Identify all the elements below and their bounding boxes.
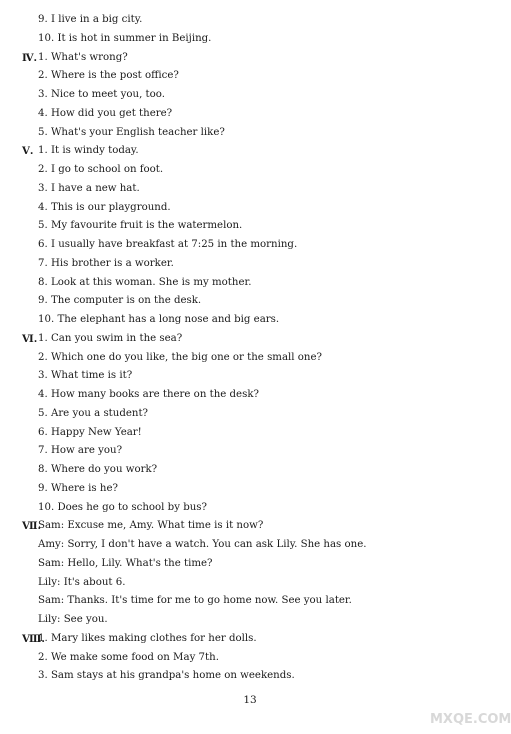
answer-line: Lily: See you. [38,614,108,625]
answer-line: 6. I usually have breakfast at 7:25 in the morning. [38,239,298,250]
answer-line: 9. I live in a big city. [38,14,143,25]
answer-line: 1. Can you swim in the sea? [38,332,183,344]
answer-line: 1. What's wrong? [38,51,128,63]
answer-line: 8. Look at this woman. She is my mother. [38,276,252,288]
answer-line: 3. What time is it? [38,370,133,382]
answer-line: 9. Where is he? [38,482,118,494]
answer-line: 4. How did you get there? [38,107,173,119]
watermark-logo: MXQE.COM [430,712,511,727]
answer-line: Lily: It's about 6. [38,576,126,588]
answer-line: 3. Nice to meet you, too. [38,89,165,100]
section-numeral: Ⅳ. [22,51,38,64]
answer-line: 2. I go to school on foot. [38,164,164,175]
answer-line: Sam: Thanks. It's time for me to go home now. See you later. [38,595,352,607]
answer-line: Amy: Sorry, I don't have a watch. You can ask Lily. She has one. [38,539,367,550]
answer-line: 5. My favourite fruit is the watermelon. [38,220,243,232]
answer-line: 8. Where do you work? [38,464,158,475]
answer-line: 1. Mary likes making clothes for her dolls. [38,632,257,644]
answer-line: 9. The computer is on the desk. [38,295,202,307]
answer-line: 7. His brother is a worker. [38,257,174,269]
answer-line: 6. Happy New Year! [38,426,142,438]
answer-line: 10. Does he go to school by bus? [38,501,207,513]
answer-line: 5. Are you a student? [38,407,149,419]
answer-line: 4. This is our playground. [38,201,171,213]
answer-line: 3. I have a new hat. [38,182,140,194]
answer-line: 7. How are you? [38,445,123,457]
answer-line: 2. Where is the post office? [38,70,179,82]
page-number: 13 [243,694,257,706]
answer-line: 2. We make some food on May 7th. [38,651,219,663]
answer-line: 4. How many books are there on the desk? [38,389,259,400]
answer-line: 10. The elephant has a long nose and big ears. [38,314,280,325]
answer-line: 1. It is windy today. [38,145,139,157]
answer-line: Sam: Excuse me, Amy. What time is it now? [38,520,264,532]
section-numeral: Ⅴ. [22,145,34,158]
section-numeral: Ⅵ. [22,332,38,345]
answer-line: Sam: Hello, Lily. What's the time? [38,557,213,569]
answer-line: 2. Which one do you like, the big one or the small one? [38,351,322,363]
answer-line: 3. Sam stays at his grandpa's home on weekends. [38,670,295,682]
answer-line: 5. What's your English teacher like? [38,126,225,138]
answer-line: 10. It is hot in summer in Beijing. [38,32,212,44]
section-numeral: Ⅷ. [22,632,45,645]
section-numeral: Ⅶ. [22,520,42,533]
